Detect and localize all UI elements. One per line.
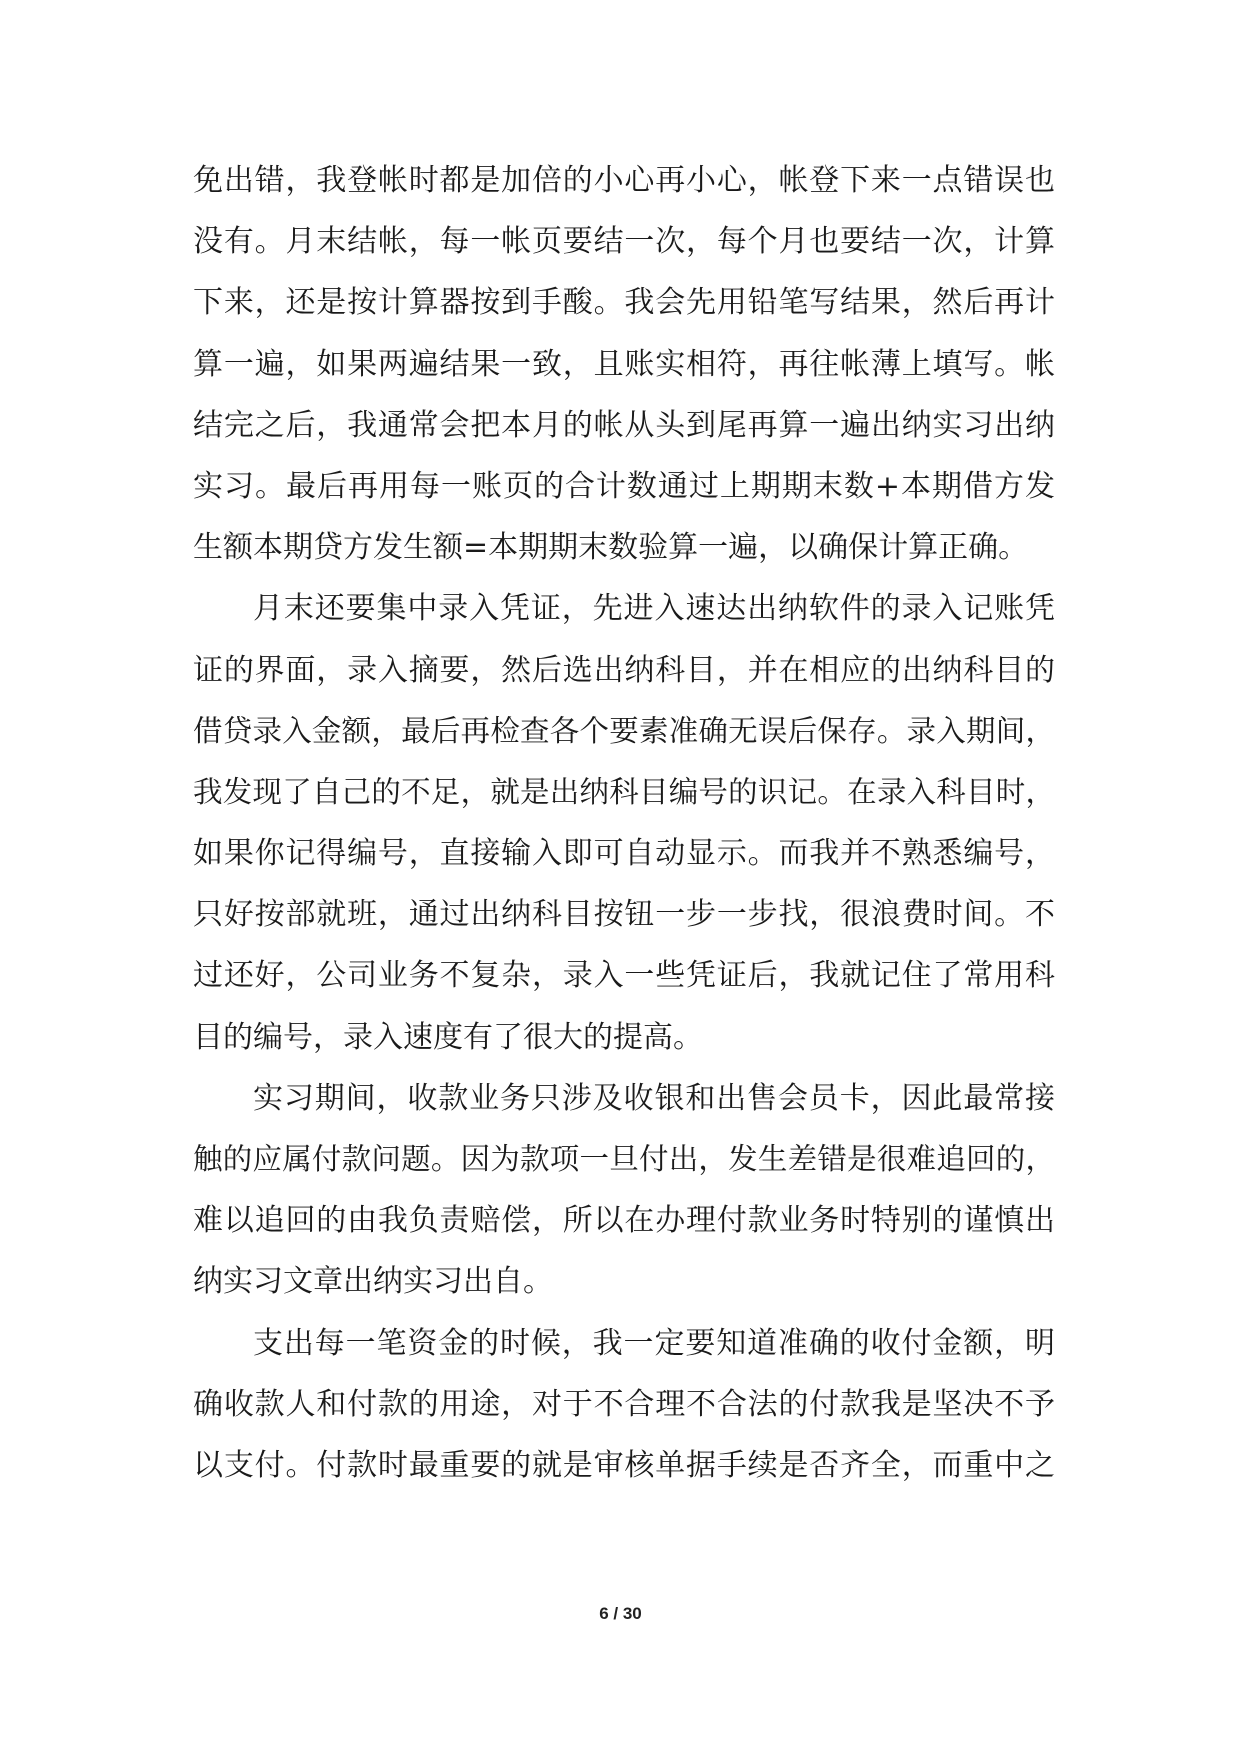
- text-line: 触的应属付款问题。因为款项一旦付出，发生差错是很难追回的，: [193, 1142, 1055, 1176]
- body-text: [193, 150, 1055, 1496]
- paragraph-3: [193, 1068, 1055, 1313]
- text-line: 确收款人和付款的用途，对于不合理不合法的付款我是坚决不予: [193, 1386, 1055, 1422]
- paragraph-4: [193, 1313, 1055, 1497]
- text-line: 算一遍，如果两遍结果一致，且账实相符，再往帐薄上填写。帐: [193, 346, 1055, 382]
- text-line: 生额本期贷方发生额=本期期末数验算一遍，以确保计算正确。: [193, 530, 1029, 566]
- text-line: 结完之后，我通常会把本月的帐从头到尾再算一遍出纳实习出纳: [193, 407, 1055, 443]
- text-line: 过还好，公司业务不复杂，录入一些凭证后，我就记住了常用科: [193, 958, 1055, 994]
- text-line: 证的界面，录入摘要，然后选出纳科目，并在相应的出纳科目的: [193, 652, 1055, 688]
- text-line: 没有。月末结帐，每一帐页要结一次，每个月也要结一次，计算: [193, 224, 1055, 260]
- text-line: 纳实习文章出纳实习出自。: [193, 1264, 553, 1300]
- text-line: 支出每一笔资金的时候，我一定要知道准确的收付金额，明: [253, 1325, 1055, 1361]
- text-line: 实习。最后再用每一账页的合计数通过上期期末数+本期借方发: [193, 468, 1055, 504]
- text-line: 实习期间，收款业务只涉及收银和出售会员卡，因此最常接: [253, 1080, 1055, 1116]
- text-line: 免出错，我登帐时都是加倍的小心再小心，帐登下来一点错误也: [193, 163, 1055, 198]
- text-line: 月末还要集中录入凭证，先进入速达出纳软件的录入记账凭: [253, 591, 1055, 627]
- paragraph-1: [193, 150, 1055, 578]
- text-line: 目的编号，录入速度有了很大的提高。: [193, 1019, 703, 1055]
- text-line: 以支付。付款时最重要的就是审核单据手续是否齐全，而重中之: [193, 1447, 1055, 1483]
- text-line: 我发现了自己的不足，就是出纳科目编号的识记。在录入科目时，: [193, 774, 1055, 809]
- text-line: 如果你记得编号，直接输入即可自动显示。而我并不熟悉编号，: [193, 836, 1055, 872]
- paragraph-2: [193, 578, 1055, 1068]
- page-number: 6 / 30: [599, 1604, 642, 1623]
- text-line: 只好按部就班，通过出纳科目按钮一步一步找，很浪费时间。不: [193, 897, 1055, 933]
- text-line: 下来，还是按计算器按到手酸。我会先用铅笔写结果，然后再计: [193, 285, 1055, 321]
- text-line: 难以追回的由我负责赔偿，所以在办理付款业务时特别的谨慎出: [193, 1203, 1055, 1239]
- text-line: 借贷录入金额，最后再检查各个要素准确无误后保存。录入期间，: [193, 713, 1055, 748]
